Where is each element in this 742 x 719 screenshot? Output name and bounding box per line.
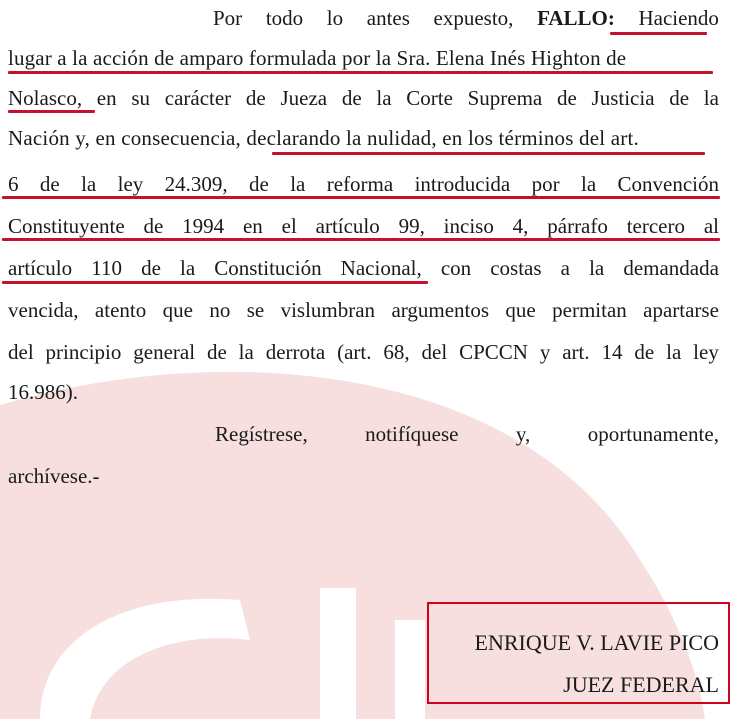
word: de [206, 340, 227, 364]
word: apartarse [643, 298, 719, 322]
word: a [560, 256, 570, 280]
word: tercero [626, 214, 685, 238]
word: del [8, 340, 34, 364]
signature-title: JUEZ FEDERAL [563, 672, 719, 697]
text-line-12 [8, 462, 719, 490]
line-text: 16.986). [8, 380, 78, 404]
text-line-6 [8, 212, 719, 240]
word: de [669, 86, 690, 110]
word: del [421, 340, 448, 364]
signature-name: ENRIQUE V. LAVIE PICO [474, 630, 719, 655]
word: su [131, 86, 151, 110]
word: principio [45, 340, 122, 364]
word: vislumbran [280, 298, 376, 322]
word: de [634, 340, 655, 364]
text-line-5 [8, 170, 719, 198]
underline [272, 152, 705, 155]
word: no [209, 298, 231, 322]
word: expuesto, [433, 6, 514, 30]
word: el [281, 214, 297, 238]
word: la [580, 172, 597, 196]
word: que [162, 298, 193, 322]
word: CPCCN [459, 340, 528, 364]
word: vencida, [8, 298, 79, 322]
word: todo [265, 6, 304, 30]
text-line-2 [8, 44, 719, 72]
text-line-9 [8, 338, 719, 366]
word: Justicia [591, 86, 655, 110]
word: artículo [315, 214, 380, 238]
text-line-10 [8, 378, 719, 406]
text-line-4 [8, 124, 719, 152]
word: en [242, 214, 263, 238]
word: inciso [443, 214, 494, 238]
line-text: lugar a la acción de amparo formulada por la Sra. Elena Inés Highton de [8, 46, 627, 70]
word: de [143, 214, 164, 238]
word: reforma [326, 172, 394, 196]
word: en [96, 86, 117, 110]
underline [610, 32, 707, 35]
word: general [133, 340, 196, 364]
word: 14 [601, 340, 623, 364]
word: de [341, 86, 362, 110]
word: 6 [8, 172, 19, 196]
word: permitan [552, 298, 627, 322]
word: antes [366, 6, 410, 30]
text-line-3 [8, 84, 719, 112]
word: Nolasco, [8, 86, 83, 110]
word: Constituyente [8, 214, 125, 238]
word: con [440, 256, 472, 280]
text-line-8 [8, 296, 719, 324]
word: la [376, 86, 392, 110]
word: y, [515, 422, 531, 446]
word: Constitución [214, 256, 322, 280]
word: Regístrese, [215, 422, 308, 446]
word: (art. [337, 340, 372, 364]
word: demandada [623, 256, 719, 280]
word: de [249, 172, 269, 196]
word: Haciendo [638, 6, 719, 30]
word: Suprema [467, 86, 543, 110]
word: de [141, 256, 161, 280]
word: introducida [414, 172, 511, 196]
word: derrota [265, 340, 326, 364]
word: la [703, 86, 719, 110]
word: costas [490, 256, 542, 280]
verdict-label: FALLO: [537, 6, 615, 30]
text-line-7 [8, 254, 719, 282]
text-line-1 [8, 4, 719, 32]
word: la [179, 256, 196, 280]
word: que [505, 298, 536, 322]
word: Convención [617, 172, 719, 196]
word: y [539, 340, 551, 364]
word: 24.309, [164, 172, 228, 196]
word: notifíquese [365, 422, 459, 446]
word: ley [117, 172, 144, 196]
word: por [531, 172, 560, 196]
word: artículo [8, 256, 73, 280]
line-text: archívese.- [8, 464, 100, 488]
word: carácter [164, 86, 232, 110]
word: 68, [383, 340, 410, 364]
word: de [245, 86, 266, 110]
word: Por [213, 6, 243, 30]
word: oportunamente, [587, 422, 719, 446]
text-line-11 [8, 420, 719, 448]
word: art. [562, 340, 590, 364]
word: atento [94, 298, 147, 322]
word: la [589, 256, 605, 280]
word: 1994 [182, 214, 225, 238]
word: de [39, 172, 60, 196]
word: párrafo [547, 214, 608, 238]
word: Jueza [280, 86, 328, 110]
word: se [246, 298, 265, 322]
word: Nacional, [340, 256, 422, 280]
word: de [556, 86, 577, 110]
word: argumentos [391, 298, 490, 322]
word: la [81, 172, 97, 196]
word: 99, [398, 214, 425, 238]
word: la [290, 172, 306, 196]
word: 110 [91, 256, 122, 280]
line-text: Nación y, en consecuencia, declarando la nulidad, en los términos del art. [8, 126, 639, 150]
word: la [238, 340, 254, 364]
word: lo [326, 6, 344, 30]
word: al [703, 214, 719, 238]
word: Corte [406, 86, 453, 110]
word: ley [693, 340, 719, 364]
word: la [666, 340, 682, 364]
word: 4, [512, 214, 529, 238]
